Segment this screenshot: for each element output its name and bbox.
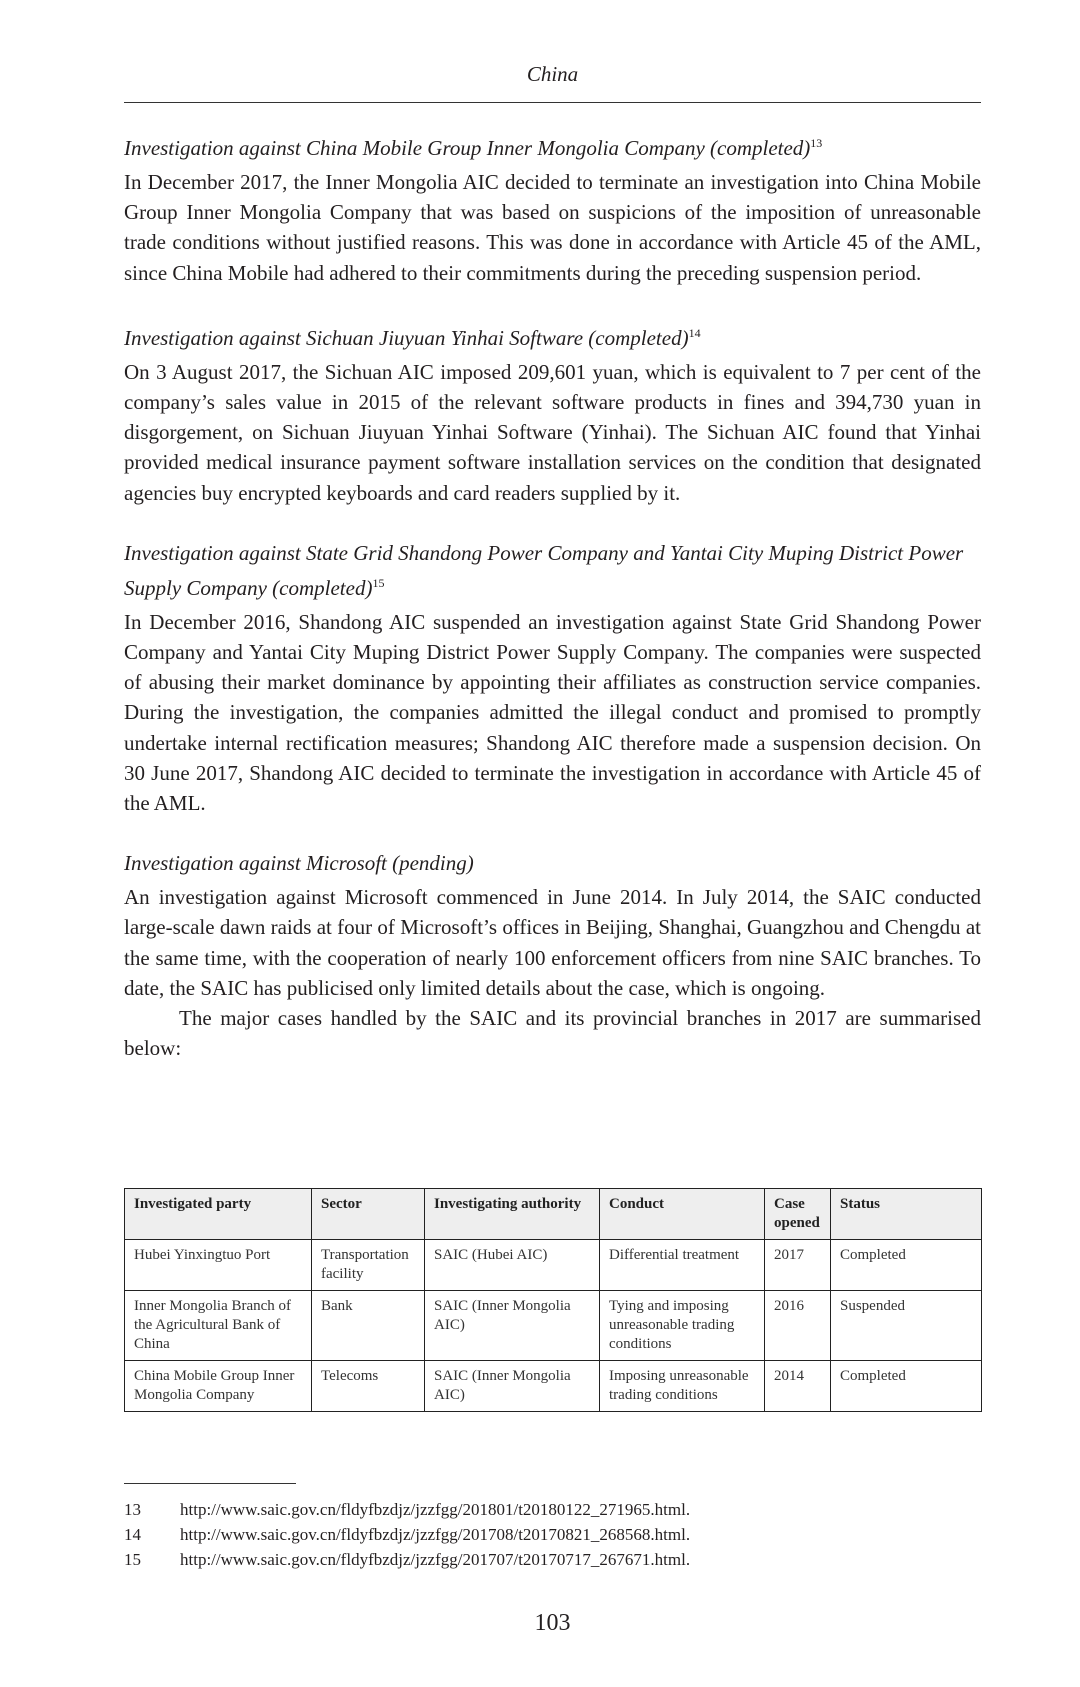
footnote-ref[interactable]: 14 [688,325,701,340]
section-heading [124,318,981,353]
table-row [125,1361,982,1412]
table-cell: Transportation facility [312,1240,425,1291]
heading-text: Investigation against State Grid Shandong Power Company and Yantai City Muping District Power Supply Company (completed) [124,540,964,600]
table-cell: Inner Mongolia Branch of the Agricultural Bank of China [125,1291,312,1361]
heading-text: Investigation against Sichuan Jiuyuan Yinhai Software (completed) [124,325,689,350]
table-cell: Completed [831,1240,982,1291]
table-cell: Hubei Yinxingtuo Port [125,1240,312,1291]
footnote [124,1500,690,1520]
heading-text: Investigation against Microsoft (pending) [124,851,474,876]
footnote [124,1550,690,1570]
table-cell: Imposing unreasonable trading conditions [600,1361,765,1412]
footnote-number: 13 [124,1500,141,1519]
table-cell: 2014 [765,1361,831,1412]
column-header: Investigated party [125,1189,312,1240]
header-rule [124,102,981,103]
table-cell: SAIC (Inner Mongolia AIC) [425,1291,600,1361]
running-header: China [526,62,579,86]
table-cell: China Mobile Group Inner Mongolia Company [125,1361,312,1412]
table-cell: 2016 [765,1291,831,1361]
column-header: Sector [312,1189,425,1240]
column-header: Conduct [600,1189,765,1240]
table-row [125,1240,982,1291]
footnote-url[interactable]: http://www.saic.gov.cn/fldyfbzdjz/jzzfgg/201708/t20170821_268568.html. [180,1525,691,1544]
footnote-ref[interactable]: 13 [810,136,823,150]
footnote-url[interactable]: http://www.saic.gov.cn/fldyfbzdjz/jzzfgg/201801/t20180122_271965.html. [180,1500,691,1519]
table-cell: 2017 [765,1240,831,1291]
table-header-row [125,1189,982,1240]
paragraph: On 3 August 2017, the Sichuan AIC imposed 209,601 yuan, which is equivalent to 7 per cent of the company’s sales value in 2015 of the relevant software products in fines and 394,730 yuan in disgorgement, on Sichuan Jiuyuan Yinhai Software (Yinhai). The Sichuan AIC found that Yinhai provided medical insurance payment software installation services on the condition that designated agencies buy encrypted keyboards and card readers supplied by it. [124,359,981,505]
table-cell: SAIC (Inner Mongolia AIC) [425,1361,600,1412]
paragraph: In December 2017, the Inner Mongolia AIC decided to terminate an investigation into China Mobile Group Inner Mongolia Company that was based on suspicions of the imposition of unreasonable trade conditions without justified reasons. This was done in accordance with Article 45 of the AML, since China Mobile had adhered to their commitments during the preceding suspension period. [124,170,981,285]
footnote-url[interactable]: http://www.saic.gov.cn/fldyfbzdjz/jzzfgg/201707/t20170717_267671.html. [180,1550,691,1569]
footnote-number: 14 [124,1525,141,1544]
table-cell: Tying and imposing unreasonable trading conditions [600,1291,765,1361]
paragraph: An investigation against Microsoft commenced in June 2014. In July 2014, the SAIC conducted large-scale dawn raids at four of Microsoft’s offices in Beijing, Shanghai, Guangzhou and Chengdu at the same time, with the cooperation of nearly 100 enforcement officers from nine SAIC branches. To date, the SAIC has publicised only limited details about the case, which is ongoing. [124,885,981,1000]
heading-text: Investigation against China Mobile Group Inner Mongolia Company (completed) [124,136,811,160]
footnote-ref[interactable]: 15 [372,575,385,590]
paragraph: In December 2016, Shandong AIC suspended an investigation against State Grid Shandong Power Company and Yantai City Muping District Power Supply Company. The companies were suspected of abusing their market dominance by appointing their affiliates as construction service companies. During the investigation, the companies admitted the illegal conduct and promised to promptly undertake internal rectification measures; Shandong AIC therefore made a suspension decision. On 30 June 2017, Shandong AIC decided to terminate the investigation in accordance with Article 45 of the AML. [124,609,981,816]
section-heading [124,128,981,163]
footnote-rule [124,1483,296,1484]
column-header: Investigating authority [425,1189,600,1240]
table-cell: Completed [831,1361,982,1412]
table-cell: Differential treatment [600,1240,765,1291]
body-content [124,128,981,1063]
page-number: 103 [534,1610,571,1636]
footnote [124,1525,690,1545]
intro-paragraph: The major cases handled by the SAIC and its provincial branches in 2017 are summarised below: [124,1006,981,1061]
table-cell: Suspended [831,1291,982,1361]
section-heading [124,848,981,878]
table-cell: Telecoms [312,1361,425,1412]
table-cell: SAIC (Hubei AIC) [425,1240,600,1291]
cases-table [124,1188,982,1412]
column-header: Case opened [765,1189,831,1240]
table-row [125,1291,982,1361]
footnote-number: 15 [124,1550,141,1569]
section-heading [124,538,981,603]
table-cell: Bank [312,1291,425,1361]
column-header: Status [831,1189,982,1240]
